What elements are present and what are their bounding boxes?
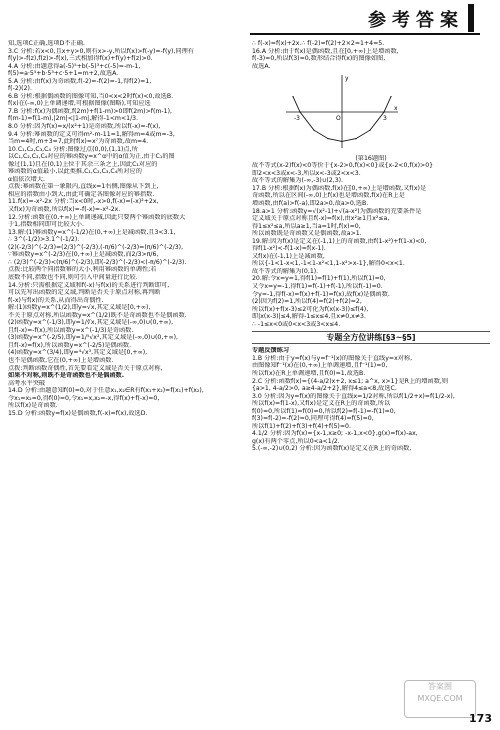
tick-label: O: [336, 115, 341, 123]
text-line: 以C₁,C₂,C₃,C₄对应的幂函数y=x^α中的α值为正,由于C₁的图: [8, 153, 175, 161]
text-line: 由图像知f⁻¹(x)在(0,+∞)上单调递增,且f⁻¹(1)=0,: [252, 362, 388, 370]
data-point: [327, 138, 328, 139]
data-point: [299, 112, 300, 113]
text-line: 所以f(1)+f(2)+f(3)+f(4)+f(5)=0.: [252, 422, 351, 430]
text-line: 又f(x)在(-1,1)上是减函数,: [252, 252, 325, 260]
text-line: f(-x)与f(x)的关系,从而得出奇偶性.: [8, 296, 104, 304]
page-header: [0, 0, 500, 36]
text-line: 10.C₁,C₂,C₃,C₄ 分析:图像过点(0,0),(1,1)点,所: [8, 145, 138, 153]
right-column-tail: [252, 347, 490, 453]
text-line: 如果不对称,则既不是奇函数也不是偶函数.: [8, 372, 125, 380]
text-line: 又令x=y=-1,得f(1)=f(-1)+f(-1),所以f(-1)=0.: [252, 283, 383, 291]
text-line: 得f(1-x²)<-f(1-x)=f(x-1).: [252, 245, 326, 253]
text-line: 7.B 分析:f(x)为偶函数,f(2m)+f(1-m)>0即f(2m)>f(m-1),: [8, 107, 172, 115]
text-line: f(y)>-f(z),f(z)>-f(x),三式相加得f(x)+f(y)+f(z)>0.: [8, 55, 153, 63]
text-line: 故不等式(x-2)f(x)<0等价于{x-2>0,f(x)<0}或{x-2<0,f(x)>0}: [252, 162, 434, 170]
tick-label: 3: [383, 115, 387, 123]
text-line: 相应的指数由小到大,由此可确定各图像对应的幂指数.: [8, 190, 155, 198]
text-line: (2)函数y=x^(-1/3),即y=1/∛x,其定义域是(-∞,0)∪(0,+∞),: [8, 319, 174, 327]
text-line: f(5)=a·5⁵+b·5³+c·5+1=m+2,故选A.: [8, 70, 119, 78]
text-line: 知,选项C正确,选项D不正确.: [8, 40, 85, 47]
text-line: (3)函数y=x^(-2/5),即y=1/⁵√x²,其定义域是(-∞,0)∪(0,+∞),: [8, 334, 179, 342]
text-line: 解:(1)函数y=x^(1/2),即y=√x,其定义域是[0,+∞),: [8, 304, 151, 312]
text-line: 高考水平突破: [8, 379, 46, 387]
text-line: 13.解:(1)幂函数y=x^(-1/2)在(0,+∞)上是减函数,且3<3.1,: [8, 228, 176, 236]
text-line: 且f(-x)=-f(x),所以函数y=x^(-1/3)是奇函数.: [8, 326, 134, 334]
data-point: [383, 112, 384, 113]
text-line: 奇函数,所以在区间(-∞,0)上f(x)也是增函数,f(x)在R上是: [252, 192, 405, 200]
y-axis-label: y: [345, 75, 349, 83]
text-line: 即2<x<3或x<-3,所以x<-3或2<x<3.: [252, 169, 361, 177]
text-line: 9.4 分析:幂函数的定义可得m²-m-11=1,解得m=4或m=-3,: [8, 130, 175, 138]
data-point: [341, 141, 342, 142]
figure-caption: (第16题图): [355, 154, 387, 162]
text-line: (2)因为f(2)=1,所以f(4)=f(2)+f(2)=2,: [252, 298, 362, 306]
text-line: 3.0 分析:因为y=f(x)的图像关于直线x=1/2对称,所以f(1/2+x)=f(1/2-x),: [252, 392, 455, 400]
tick-label: -3: [294, 115, 300, 123]
text-line: 不关于原点对称,所以函数y=x^(1/2)既不是奇函数也不是偶函数.: [8, 311, 187, 319]
text-line: 2.C 分析:函数f(x)={(4-a/2)x+2, x≤1; a^x, x>1}是R上的增函数,则: [252, 377, 449, 385]
text-line: 可以先写出函数的定义域,判断是否关于原点对称,再判断: [8, 289, 161, 297]
text-line: 专题反馈练习: [252, 347, 290, 355]
text-line: 像过(1,1)且在(0,1)上位于其余三条之上,因此C₁对应的: [8, 160, 158, 168]
text-line: 令x₁=x₂=0,得f(0)=0,令x₁=x,x₂=-x,得f(x)+f(-x)=0,: [8, 394, 160, 402]
text-line: 19.解:因为f(x)是定义在(-1,1)上的奇函数,由f(1-x²)+f(1-x)<0,: [252, 237, 427, 245]
text-line: 12.分析:函数在(0,+∞)上单调递减,因此只要两个幂函数的底数大: [8, 213, 186, 221]
text-line: 又f(x)为奇函数,所以f(x)=-f(-x)=-x²-2x.: [8, 206, 121, 214]
text-line: 11.f(x)=-x²-2x 分析:当x<0时,-x>0,f(-x)=(-x)²+2x,: [8, 198, 159, 206]
text-line: ∴ 3^(-1/2)>3.1^(-1/2).: [8, 236, 80, 244]
left-column: [8, 40, 246, 690]
text-line: 所以f(x)=f(1-x),又f(x)是定义在R上的奇函数,所以: [252, 400, 391, 408]
text-line: f(x)在(-∞,0)上单调递增,可根据图像(图略),可知应选: [8, 100, 151, 108]
text-line: {a>1, 4-a/2>0, a≥4-a/2+2},解得4≤a<8,故选C.: [252, 385, 397, 393]
text-line: 点拨:判断函数奇偶性,首先要看定义域是否关于原点对称,: [8, 364, 163, 372]
right-column-bottom: [252, 162, 490, 328]
text-line: 故不等式的解集为(0,1).: [252, 267, 319, 275]
text-line: 点拨:幂函数在第一象限内,直线x=1右侧,图像从下到上,: [8, 183, 159, 191]
text-line: ∴ (2/3)^(-2/3)<(π/6)^(-2/3),即(-2/3)^(-2/3)<(-π/6)^(-2/3).: [8, 258, 187, 266]
text-line: 于1,指数相同即可比较大小.: [8, 221, 84, 229]
text-line: ∵幂函数y=x^(-2/3)在(0,+∞)上是减函数,而2/3>π/6,: [8, 251, 159, 259]
text-line: 得1≤x²≤a,所以a≥1,当a=1时,f(x)=0,: [252, 222, 361, 230]
data-point: [292, 96, 293, 97]
text-line: 6.B 分析:根据偶函数的图像可知,当0<x<2时f(x)<0,故选B.: [8, 92, 174, 100]
text-line: 增函数,由f(a)>f(-a),即2a>0,故a>0,选B.: [252, 200, 369, 208]
text-line: 幂函数的α值最小,以此类推,C₁,C₂,C₃,C₄所对应的: [8, 168, 142, 176]
text-line: f(0)=0,所以f(1)=f(0)=0,所以f(2)=f(-1)=-f(1)=0,: [252, 407, 396, 415]
text-line: 故不等式的解集为(-∞,-3)∪(2,3).: [252, 177, 344, 185]
header-bar: [468, 4, 474, 32]
text-line: 定义域关于原点对称且f(-x)=f(x),由x²≥1且x²≤a,: [252, 215, 390, 223]
right-column: [252, 40, 490, 690]
text-line: ∴ -1≤x<0或0<x<3或3<x≤4.: [252, 320, 341, 328]
text-line: 底数不同,指数也不同,则可引入中间量进行比较.: [8, 273, 138, 281]
text-line: 18.a>1 分析:函数y=√(x²-1)+√(a-x²)为偶函数的充要条件是: [252, 207, 422, 215]
data-point: [369, 130, 370, 131]
watermark-logo: [404, 680, 476, 718]
text-line: 3.C 分析:若x<0,且x+y>0,则有x>-y,所以f(x)>f(-y)=-f(y),同理有: [8, 47, 194, 55]
text-line: 4.1/2 分析:因为f(x)={x-1,x≥0; -x-1,x<0},g(x)=f(x)-ax,: [252, 430, 418, 438]
text-line: 所以f(x)是奇函数.: [8, 402, 58, 410]
text-line: f(-2)(2).: [8, 85, 32, 93]
page-number: 173: [469, 712, 492, 725]
text-line: 即|x(x-3)|≤4,解得-1≤x≤4,且x≠0,x≠3.: [252, 313, 366, 321]
text-line: ∴ f(-x)=f(x)+2x.∴ f(-2)=f(2)+2×2=1+4=5.: [252, 40, 385, 47]
text-line: 8.0 分析:因为f(x)=x/(x²+1)是奇函数,所以f(-x)=-f(x),: [8, 123, 161, 131]
section-band-title: 专题全方位讲练[§3~§5]: [252, 331, 490, 344]
text-line: 当m=4时,m+3=7,此时f(x)=x⁷为奇函数,故m=4.: [8, 138, 149, 146]
header-rule: [250, 33, 480, 35]
text-line: 14.分析:只需根据定义域和f(-x)与f(x)的关系进行判断即可,: [8, 281, 170, 289]
text-line: 5.A 分析:由f(x)为奇函数,f(-2)=-f(2)=-1,得f(2)=1,: [8, 77, 152, 85]
text-line: 所以{-1<1-x<1,-1<1-x²<1,1-x²>x-1},解得0<x<1.: [252, 260, 405, 268]
text-line: 20.解:令x=y=1,得f(1)=f(1)+f(1),所以f(1)=0,: [252, 275, 386, 283]
text-line: g(x)有两个零点,所以0<a<1/2.: [252, 437, 340, 445]
parabola-figure: [282, 72, 402, 150]
data-point: [390, 96, 391, 97]
text-line: 也不是偶函数,它在(0,+∞)上是增函数.: [8, 356, 114, 364]
text-line: 故选A.: [252, 62, 271, 70]
text-line: 1.B 分析:由于y=f(x)与y=f⁻¹(x)的图像关于直线y=x对称,: [252, 354, 413, 362]
text-line: 15.D 分析:函数y=f(x)是偶函数,f(-x)=f(x),故选D.: [8, 409, 148, 417]
text-line: 所以f(x)+f(x-3)≤2可化为f(x(x-3))≤f(4),: [252, 305, 369, 313]
watermark-line1: 答案圈: [428, 682, 452, 691]
text-line: 令y=-1,得f(-x)=f(x)+f(-1)=f(x),故f(x)是偶函数.: [252, 290, 390, 298]
text-line: 且f(-x)=f(x),所以函数y=x^(-2/5)是偶函数.: [8, 341, 132, 349]
text-line: f(-3)=0,所以f(3)=0,数形结合得f(x)的图像如图,: [252, 55, 386, 63]
x-axis-label: x: [394, 105, 398, 113]
data-point: [313, 130, 314, 131]
text-line: 14.D 分析:由题意知f(0)=0,对于任意x₁,x₂∈R有f(x₁+x₂)=f(x₁)+f(x₂),: [8, 387, 204, 395]
text-line: 所以函数既是奇函数又是偶函数,故a>1.: [252, 230, 362, 238]
text-line: (4)函数y=x^(3/4),即y=⁴√x³,其定义域是[0,+∞),: [8, 349, 148, 357]
header-title: 参考答案: [368, 10, 464, 31]
text-line: f(m-1)=f(1-m),|2m|<|1-m|,解得-1<m<1/3.: [8, 115, 139, 123]
right-column-top: [252, 40, 490, 70]
text-line: 17.B 分析:根据f(x)为偶函数,f(x)在[0,+∞)上是增函数,又f(x)是: [252, 184, 427, 192]
text-line: α值依次增大.: [8, 175, 45, 183]
text-line: 4.A 分析:由题意得a(-5)⁵+b(-5)³+c(-5)=-m-1,: [8, 62, 141, 70]
watermark-line2: MXQE.COM: [417, 694, 463, 703]
text-line: 所以f(x)在R上单调递增,且f(0)=1,故选B.: [252, 369, 366, 377]
text-line: 16.A 分析:由于f(x)是偶函数,且在[0,+∞)上是增函数,: [252, 47, 399, 55]
data-point: [355, 138, 356, 139]
text-line: f(3)=f(-2)=-f(2)=0,同理可得f(4)=f(5)=0,: [252, 415, 374, 423]
text-line: 点拨:比较两个同指数幂的大小,利用幂函数的单调性;若: [8, 266, 157, 274]
text-line: 5.(-∞,-2)∪(0,2) 分析:因为函数f(x)是定义在R上的奇函数,: [252, 445, 412, 453]
text-line: (2)(-2/3)^(-2/3)=(2/3)^(-2/3),(-π/6)^(-2/3)=(π/6)^(-2/3),: [8, 243, 184, 251]
